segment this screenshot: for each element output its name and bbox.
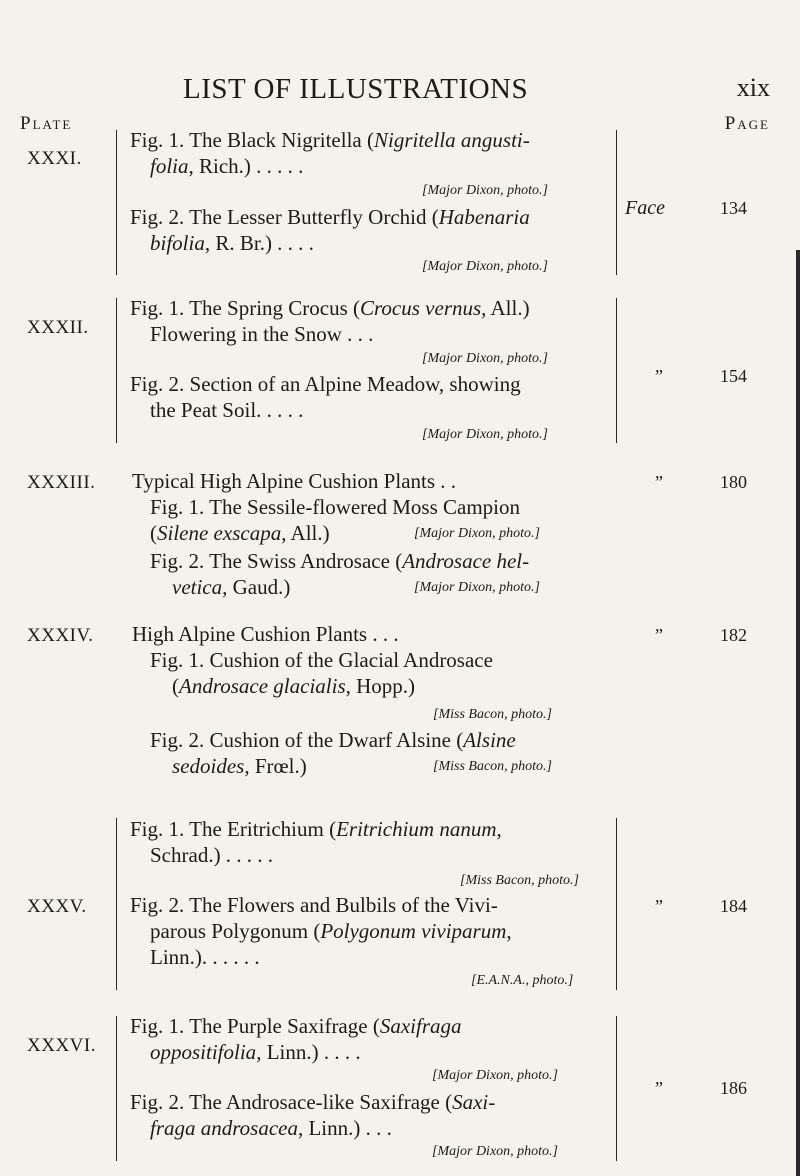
- plate-number: XXXIV.: [27, 625, 94, 646]
- plate-number: XXXI.: [27, 148, 82, 169]
- ditto-mark: ”: [655, 1078, 663, 1098]
- left-brace: [116, 130, 125, 275]
- entry-line: oppositifolia, Linn.) . . . .: [150, 1040, 361, 1064]
- photo-credit: [Major Dixon, photo.]: [432, 1144, 558, 1159]
- entry-line: Fig. 1. Cushion of the Glacial Androsace: [150, 648, 493, 672]
- entry-line: Schrad.) . . . . .: [150, 843, 274, 867]
- page-ref: 154: [720, 366, 747, 386]
- page-ref: 182: [720, 625, 747, 645]
- ditto-mark: ”: [655, 625, 663, 645]
- page-ref: 184: [720, 896, 747, 916]
- ditto-mark: ”: [655, 366, 663, 386]
- scan-edge-shadow: [796, 250, 800, 1176]
- entry-line: the Peat Soil. . . . .: [150, 398, 304, 422]
- entry-line: bifolia, R. Br.) . . . .: [150, 231, 314, 255]
- entry-line: High Alpine Cushion Plants . . .: [132, 622, 399, 646]
- page-prefix: Face: [625, 197, 665, 219]
- plate-number: XXXV.: [27, 896, 87, 917]
- right-brace: [608, 130, 617, 275]
- entry-line: Fig. 2. The Swiss Androsace (Androsace hel-: [150, 549, 530, 573]
- entry-line: Fig. 2. Cushion of the Dwarf Alsine (Alsine: [150, 728, 516, 752]
- plate-number: XXXIII.: [27, 472, 96, 493]
- left-brace: [116, 818, 125, 990]
- photo-credit: [Miss Bacon, photo.]: [433, 707, 552, 722]
- page-column-heading: Page: [724, 113, 770, 134]
- entry-line: Fig. 1. The Sessile-flowered Moss Campion: [150, 495, 521, 519]
- right-brace: [608, 298, 617, 443]
- right-brace: [608, 1016, 617, 1161]
- running-head: LIST OF ILLUSTRATIONS: [183, 73, 529, 105]
- photo-credit: [Major Dixon, photo.]: [422, 183, 548, 198]
- left-brace: [116, 1016, 125, 1161]
- entry-line: Fig. 1. The Spring Crocus (Crocus vernus, All.): [130, 296, 530, 320]
- photo-credit: [Major Dixon, photo.]: [422, 427, 548, 442]
- entry-line: (Androsace glacialis, Hopp.): [172, 674, 416, 698]
- entry-line: Linn.). . . . . .: [150, 945, 260, 969]
- photo-credit: [Major Dixon, photo.]: [414, 526, 540, 541]
- entry-line: Fig. 1. The Eritrichium (Eritrichium nanum,: [130, 817, 502, 841]
- photo-credit: [Major Dixon, photo.]: [414, 580, 540, 595]
- entry-line: folia, Rich.) . . . . .: [150, 154, 304, 178]
- entry-line: parous Polygonum (Polygonum viviparum,: [150, 919, 512, 943]
- photo-credit: [Major Dixon, photo.]: [422, 259, 548, 274]
- entry-line: Fig. 2. Section of an Alpine Meadow, showing: [130, 372, 521, 396]
- entry-line: vetica, Gaud.): [172, 575, 291, 599]
- entry-line: Fig. 2. The Flowers and Bulbils of the Vivi-: [130, 893, 498, 917]
- ditto-mark: ”: [655, 896, 663, 916]
- photo-credit: [Major Dixon, photo.]: [432, 1068, 558, 1083]
- entry-line: Flowering in the Snow . . .: [150, 322, 374, 346]
- entry-line: Fig. 1. The Purple Saxifrage (Saxifraga: [130, 1014, 462, 1038]
- entry-line: sedoides, Frœl.): [172, 754, 307, 778]
- page-number: xix: [736, 73, 770, 102]
- plate-number: XXXVI.: [27, 1035, 96, 1056]
- page-ref: 186: [720, 1078, 747, 1098]
- left-brace: [116, 298, 125, 443]
- photo-credit: [Miss Bacon, photo.]: [460, 873, 579, 888]
- entry-line: fraga androsacea, Linn.) . . .: [150, 1116, 392, 1140]
- right-brace: [608, 818, 617, 990]
- ditto-mark: ”: [655, 472, 663, 492]
- page-ref: 180: [720, 472, 747, 492]
- entry-line: Fig. 2. The Androsace-like Saxifrage (Saxi-: [130, 1090, 496, 1114]
- entry-line: (Silene exscapa, All.): [150, 521, 330, 545]
- entry-line: Fig. 2. The Lesser Butterfly Orchid (Habenaria: [130, 205, 530, 229]
- entry-line: Typical High Alpine Cushion Plants . .: [132, 469, 457, 493]
- entry-line: Fig. 1. The Black Nigritella (Nigritella angusti-: [130, 128, 530, 152]
- page-ref: 134: [720, 198, 747, 218]
- plate-column-heading: Plate: [20, 113, 73, 134]
- photo-credit: [Miss Bacon, photo.]: [433, 759, 552, 774]
- photo-credit: [E.A.N.A., photo.]: [471, 973, 574, 988]
- plate-number: XXXII.: [27, 317, 89, 338]
- photo-credit: [Major Dixon, photo.]: [422, 351, 548, 366]
